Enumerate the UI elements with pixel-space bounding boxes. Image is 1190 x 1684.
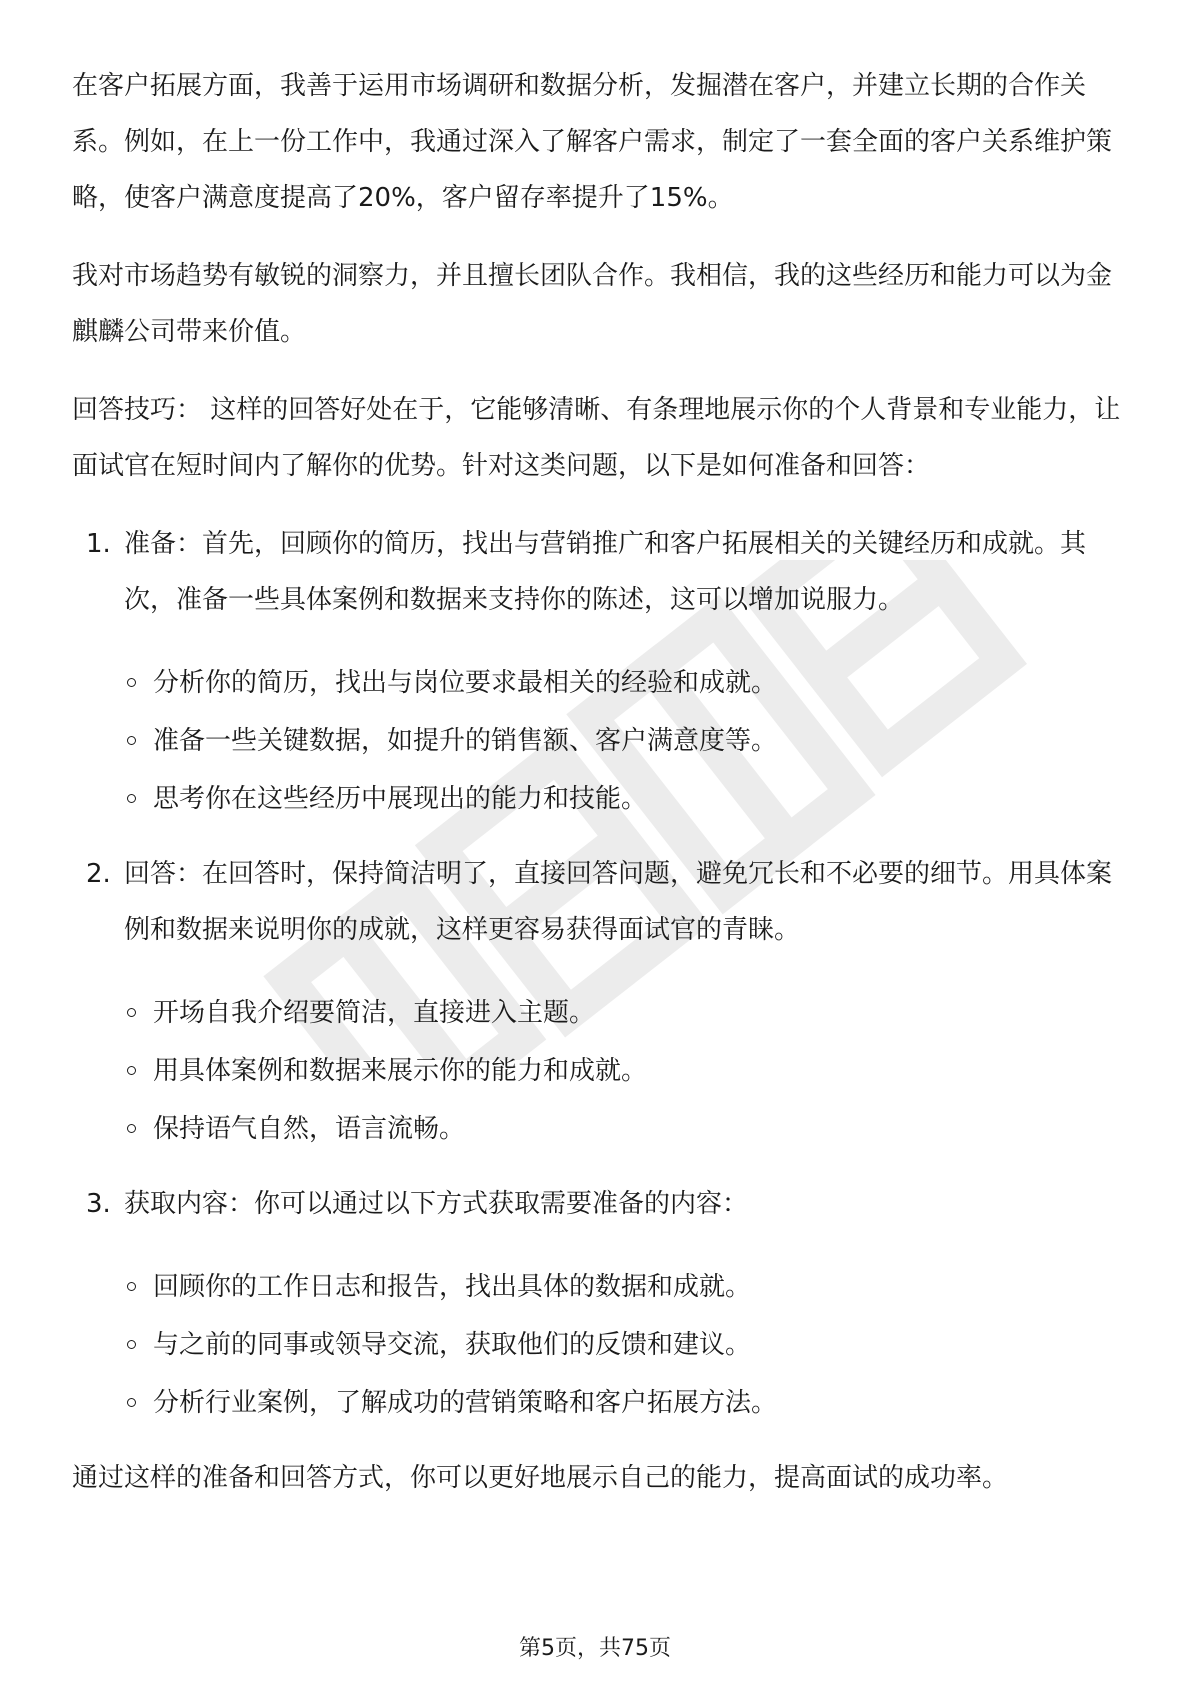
step-text: 获取内容：你可以通过以下方式获取需要准备的内容： [124,1189,749,1219]
list-item: 分析你的简历，找出与岗位要求最相关的经验和成就。 [124,654,1122,712]
list-item: 用具体案例和数据来展示你的能力和成就。 [124,1042,1122,1100]
bullet-circle-icon [127,1398,136,1407]
sub-list [124,654,1122,828]
page-number-footer: 第5页，共75页 [519,1636,671,1661]
list-item: 与之前的同事或领导交流，获取他们的反馈和建议。 [124,1316,1122,1374]
sub-list [124,1258,1122,1432]
bullet-circle-icon [127,1008,136,1017]
paragraph-answer-tips: 回答技巧： 这样的回答好处在于，它能够清晰、有条理地展示你的个人背景和专业能力，让面试官在短时间内了解你的优势。针对这类问题，以下是如何准备和回答： [72,395,1121,481]
list-item: 回顾你的工作日志和报告，找出具体的数据和成就。 [124,1258,1122,1316]
bullet-circle-icon [127,1282,136,1291]
bullet-circle-icon [127,1124,136,1133]
bullet-circle-icon [127,1340,136,1349]
list-item: 分析行业案例，了解成功的营销策略和客户拓展方法。 [124,1374,1122,1432]
step-item [72,1176,1122,1432]
closing-paragraph: 通过这样的准备和回答方式，你可以更好地展示自己的能力，提高面试的成功率。 [72,1463,1009,1493]
step-number: 1. [86,529,111,559]
step-text: 准备：首先，回顾你的简历，找出与营销推广和客户拓展相关的关键经历和成就。其次，准备一些具体案例和数据来支持你的陈述，这可以增加说服力。 [124,529,1087,615]
step-text: 回答：在回答时，保持简洁明了，直接回答问题，避免冗长和不必要的细节。用具体案例和数据来说明你的成就，这样更容易获得面试官的青睐。 [124,859,1113,945]
list-item: 保持语气自然，语言流畅。 [124,1100,1122,1158]
sub-list [124,984,1122,1158]
step-item [72,516,1122,828]
bullet-circle-icon [127,678,136,687]
bullet-circle-icon [127,1066,136,1075]
document-body [72,58,1122,1506]
paragraph-customer-expansion: 在客户拓展方面，我善于运用市场调研和数据分析，发掘潜在客户，并建立长期的合作关系。例如，在上一份工作中，我通过深入了解客户需求，制定了一套全面的客户关系维护策略，使客户满意度提高了20%，客户留存率提升了15%。 [72,71,1113,213]
step-number: 2. [86,859,111,889]
bullet-circle-icon [127,794,136,803]
steps-list [72,516,1122,1432]
list-item: 思考你在这些经历中展现出的能力和技能。 [124,770,1122,828]
list-item: 准备一些关键数据，如提升的销售额、客户满意度等。 [124,712,1122,770]
list-item: 开场自我介绍要简洁，直接进入主题。 [124,984,1122,1042]
paragraph-market-insight: 我对市场趋势有敏锐的洞察力，并且擅长团队合作。我相信，我的这些经历和能力可以为金麒麟公司带来价值。 [72,261,1113,347]
bullet-circle-icon [127,736,136,745]
step-item [72,846,1122,1158]
step-number: 3. [86,1189,111,1219]
